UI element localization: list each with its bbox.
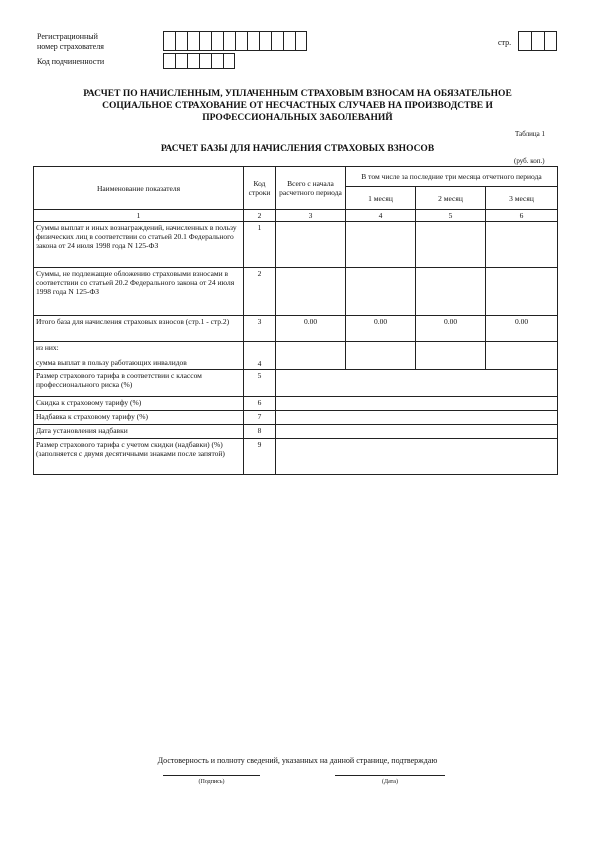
col-header-total: Всего с начала расчетного периода xyxy=(276,167,346,210)
table-row xyxy=(34,425,558,439)
title-line: СОЦИАЛЬНОЕ СТРАХОВАНИЕ ОТ НЕСЧАСТНЫХ СЛУЧАЕВ НА ПРОИЗВОДСТВЕ И xyxy=(102,101,493,111)
value-cell[interactable] xyxy=(416,342,486,370)
row-name: Размер страхового тарифа с учетом скидки (надбавки) (%) (заполняется с двумя десятичными знаками после запятой) xyxy=(34,439,244,475)
date-line[interactable] xyxy=(335,775,445,776)
row-code: 9 xyxy=(244,439,276,475)
row-code: 7 xyxy=(244,411,276,425)
value-cell[interactable]: 0.00 xyxy=(486,316,558,342)
row-name: Дата установления надбавки xyxy=(34,425,244,439)
value-cell[interactable] xyxy=(346,222,416,268)
table-number: Таблица 1 xyxy=(515,130,545,138)
value-cell[interactable] xyxy=(486,342,558,370)
table-row xyxy=(34,370,558,397)
value-cell[interactable] xyxy=(276,439,558,475)
value-cell[interactable] xyxy=(416,268,486,316)
cell[interactable] xyxy=(199,53,211,69)
cell[interactable] xyxy=(283,31,295,51)
row-name-text: сумма выплат в пользу работающих инвалидов xyxy=(36,358,187,367)
value-cell[interactable] xyxy=(276,342,346,370)
cell[interactable] xyxy=(235,31,247,51)
cell[interactable] xyxy=(175,53,187,69)
signature-line[interactable] xyxy=(163,775,260,776)
table-row xyxy=(34,411,558,425)
row-code: 8 xyxy=(244,425,276,439)
cell[interactable] xyxy=(518,31,531,51)
value-cell[interactable] xyxy=(346,268,416,316)
cell[interactable] xyxy=(187,53,199,69)
row-name: Суммы выплат и иных вознаграждений, начисленных в пользу физических лиц в соответствии со статьей 20.1 Федерального закона от 24 июля 1998 года N 125-ФЗ xyxy=(34,222,244,268)
value-cell[interactable]: 0.00 xyxy=(416,316,486,342)
date-caption: (Дата) xyxy=(382,779,398,785)
title-line: РАСЧЕТ ПО НАЧИСЛЕННЫМ, УПЛАЧЕННЫМ СТРАХОВЫМ ВЗНОСАМ НА ОБЯЗАТЕЛЬНОЕ xyxy=(83,89,512,99)
table-row xyxy=(34,222,558,268)
cell[interactable] xyxy=(544,31,557,51)
table-subtitle: РАСЧЕТ БАЗЫ ДЛЯ НАЧИСЛЕНИЯ СТРАХОВЫХ ВЗНОСОВ xyxy=(160,144,435,154)
cell[interactable] xyxy=(211,53,223,69)
value-cell[interactable] xyxy=(486,222,558,268)
col-number: 6 xyxy=(486,210,558,222)
title-line: ПРОФЕССИОНАЛЬНЫХ ЗАБОЛЕВАНИЙ xyxy=(202,113,393,123)
reg-number-cells[interactable] xyxy=(163,31,307,51)
row-code: 1 xyxy=(244,222,276,268)
row-name: Размер страхового тарифа в соответствии с классом профессионального риска (%) xyxy=(34,370,244,397)
cell[interactable] xyxy=(295,31,307,51)
value-cell[interactable] xyxy=(416,222,486,268)
col-header-m3: 3 месяц xyxy=(486,187,558,210)
cell[interactable] xyxy=(531,31,544,51)
col-header-m2: 2 месяц xyxy=(416,187,486,210)
cell[interactable] xyxy=(175,31,187,51)
value-cell[interactable] xyxy=(346,342,416,370)
value-cell[interactable] xyxy=(486,268,558,316)
row-code: 4 xyxy=(244,342,276,370)
table-row xyxy=(34,316,558,342)
sub-code-cells[interactable] xyxy=(163,53,235,69)
row-name xyxy=(34,342,244,370)
cell[interactable] xyxy=(247,31,259,51)
row-code: 2 xyxy=(244,268,276,316)
table-row xyxy=(34,268,558,316)
reg-number-label xyxy=(37,32,104,52)
value-cell[interactable] xyxy=(276,397,558,411)
table-row xyxy=(34,439,558,475)
cell[interactable] xyxy=(211,31,223,51)
col-number: 5 xyxy=(416,210,486,222)
col-number: 1 xyxy=(34,210,244,222)
row-name: Итого база для начисления страховых взносов (стр.1 - стр.2) xyxy=(34,316,244,342)
value-cell[interactable] xyxy=(276,370,558,397)
value-cell[interactable] xyxy=(276,222,346,268)
confirmation-statement: Достоверность и полноту сведений, указанных на данной странице, подтверждаю xyxy=(157,756,438,765)
row-code: 3 xyxy=(244,316,276,342)
row-name: Надбавка к страховому тарифу (%) xyxy=(34,411,244,425)
cell[interactable] xyxy=(163,53,175,69)
row-code: 5 xyxy=(244,370,276,397)
row-name: Суммы, не подлежащие обложению страховыми взносами в соответствии со статьей 20.2 Федерального закона от 24 июля 1998 года N 125-ФЗ xyxy=(34,268,244,316)
signature-caption: (Подпись) xyxy=(198,779,225,785)
cell[interactable] xyxy=(187,31,199,51)
table-row xyxy=(34,397,558,411)
col-number: 2 xyxy=(244,210,276,222)
cell[interactable] xyxy=(259,31,271,51)
table-row xyxy=(34,342,558,370)
col-header-m1: 1 месяц xyxy=(346,187,416,210)
reg-label-line2: номер страхователя xyxy=(37,42,104,51)
row-name-prefix: из них: xyxy=(36,343,59,352)
row-name: Скидка к страховому тарифу (%) xyxy=(34,397,244,411)
base-calculation-table xyxy=(33,166,558,475)
form-title xyxy=(40,88,555,124)
col-header-name: Наименование показателя xyxy=(34,167,244,210)
reg-label-line1: Регистрационный xyxy=(37,32,98,41)
cell[interactable] xyxy=(163,31,175,51)
row-code: 6 xyxy=(244,397,276,411)
col-header-code: Код строки xyxy=(244,167,276,210)
value-cell[interactable]: 0.00 xyxy=(346,316,416,342)
cell[interactable] xyxy=(271,31,283,51)
col-number: 4 xyxy=(346,210,416,222)
cell[interactable] xyxy=(223,31,235,51)
page-number-cells[interactable] xyxy=(518,31,557,51)
value-cell[interactable]: 0.00 xyxy=(276,316,346,342)
value-cell[interactable] xyxy=(276,268,346,316)
page-label: стр. xyxy=(498,38,512,47)
cell[interactable] xyxy=(223,53,235,69)
value-cell[interactable] xyxy=(276,411,558,425)
sub-code-label: Код подчиненности xyxy=(37,57,105,66)
units-label: (руб. коп.) xyxy=(514,157,545,165)
col-header-last3: В том числе за последние три месяца отчетного периода xyxy=(346,167,558,187)
cell[interactable] xyxy=(199,31,211,51)
value-cell[interactable] xyxy=(276,425,558,439)
col-number: 3 xyxy=(276,210,346,222)
